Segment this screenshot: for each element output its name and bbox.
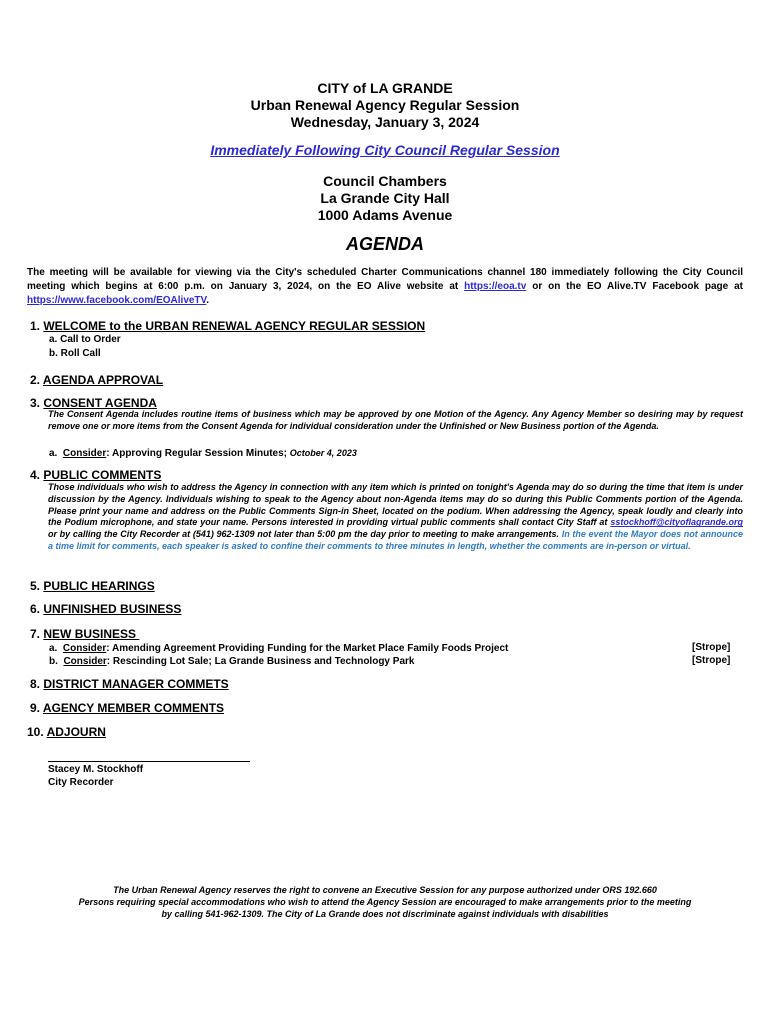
intro-text-1: The meeting will be available for viewing via the City's scheduled Charter Communications channel 180 immediately following the City Council meeting which begins at 6:00 p.m. on January 3, 2024, on the EO Alive website at — [27, 267, 743, 292]
consent-agenda-description: The Consent Agenda includes routine items of business which may be approved by one Motion of the Agency. Any Agency Member so desiring may by request remove one or more items from the Consent Agenda for individual consideration under the Unfinished or New Business portion of the Agenda. — [48, 409, 743, 431]
session-name: Urban Renewal Agency Regular Session — [250, 97, 520, 113]
section-consent-agenda — [30, 396, 157, 410]
section-number: 5. — [30, 579, 41, 593]
section-number: 4. — [30, 468, 41, 482]
agenda-title: AGENDA — [345, 234, 424, 254]
section-public-hearings — [30, 579, 155, 593]
recorder-email-link[interactable]: sstockhoff@cityoflagrande.org — [610, 517, 743, 528]
consider-label: Consider — [63, 656, 107, 667]
section-title: AGENCY MEMBER COMMENTS — [42, 701, 225, 715]
minutes-date: October 4, 2023 — [289, 448, 357, 458]
intro-text-3: . — [206, 295, 210, 306]
item-text: : Approving Regular Session Minutes; — [106, 448, 290, 459]
section-title: UNFINISHED BUSINESS — [43, 602, 182, 616]
footer-line-2: Persons requiring special accommodations who wish to attend the Agency Session are encouraged to make arrangements prior to the meeting — [78, 897, 692, 907]
location-address: 1000 Adams Avenue — [317, 207, 453, 223]
section-number: 3. — [30, 396, 41, 410]
section-title: ADJOURN — [46, 725, 106, 739]
footer-line-1: The Urban Renewal Agency reserves the right to convene an Executive Session for any purpose authorized under ORS 192.660 — [113, 885, 657, 895]
section-unfinished-business — [30, 602, 181, 616]
section-number: 9. — [30, 701, 41, 715]
item-call-to-order: a. Call to Order — [49, 334, 121, 345]
eoa-link[interactable]: https://eoa.tv — [464, 281, 527, 292]
footer-notice — [0, 884, 770, 920]
section-number: 7. — [30, 627, 41, 641]
section-agenda-approval — [30, 373, 163, 387]
public-comments-text-2: or by calling the City Recorder at (541) 962-1309 not later than 5:00 pm the day prior to meeting to make arrangements. — [48, 529, 562, 540]
meeting-date: Wednesday, January 3, 2024 — [290, 114, 480, 130]
section-title: AGENDA APPROVAL — [42, 373, 164, 387]
location-hall: La Grande City Hall — [320, 190, 450, 206]
section-welcome — [30, 319, 425, 333]
city-name: CITY of LA GRANDE — [317, 80, 453, 96]
intro-paragraph — [27, 266, 743, 308]
presenter-strope-a: [Strope] — [692, 642, 731, 653]
section-title: WELCOME to the URBAN RENEWAL AGENCY REGULAR SESSION — [43, 319, 426, 333]
time-limit-note: In the event the Mayor does not announce a time limit for comments, each speaker is asked to confine their comments to three minutes in length, whether the comments are in-person or virtual. — [48, 529, 743, 551]
item-text: : Amending Agreement Providing Funding for the Market Place Family Foods Project — [106, 643, 509, 654]
section-number: 2. — [30, 373, 41, 387]
location-block — [0, 173, 770, 224]
header-block — [0, 80, 770, 131]
intro-text-2: or on the EO Alive.TV Facebook page at — [526, 281, 743, 292]
footer-line-3: by calling 541-962-1309. The City of La Grande does not discriminate against individuals with disabilities — [161, 909, 609, 919]
following-note: Immediately Following City Council Regular Session — [210, 142, 560, 158]
section-number: 1. — [30, 319, 41, 333]
section-number: 8. — [30, 677, 41, 691]
section-adjourn — [27, 725, 106, 739]
section-number: 6. — [30, 602, 41, 616]
item-text: : Rescinding Lot Sale; La Grande Business and Technology Park — [106, 656, 415, 667]
section-district-manager — [30, 677, 229, 691]
facebook-link[interactable]: https://www.facebook.com/EOAliveTV — [27, 295, 207, 306]
location-chambers: Council Chambers — [323, 173, 447, 189]
item-letter: a. — [49, 643, 58, 654]
public-comments-description — [48, 482, 743, 553]
section-number: 10. — [27, 725, 44, 739]
item-rescind-lot-sale — [49, 655, 414, 668]
item-letter: b. — [49, 656, 58, 667]
section-public-comments — [30, 468, 161, 482]
public-comments-text-1: Those individuals who wish to address the Agency in connection with any item which is printed on tonight's Agenda may do so during the time that item is under discussion by the Agency. Individuals wishing to speak to the Agency about non-Agenda items may do so during this Public Comments portion of the Agenda. Please print your name and address on the Public Comments Sign-in Sheet, located on the podium. When addressing the Agency, speak loudly and clearly into the Podium microphone, and state your name. Persons interested in providing virtual public comments shall contact City Staff at — [48, 482, 743, 528]
signer-role: City Recorder — [48, 777, 114, 788]
item-roll-call: b. Roll Call — [49, 348, 101, 359]
section-title: PUBLIC HEARINGS — [43, 579, 155, 593]
item-approve-minutes — [49, 447, 357, 460]
section-agency-member-comments — [30, 701, 224, 715]
signer-name: Stacey M. Stockhoff — [48, 764, 144, 775]
section-title: CONSENT AGENDA — [43, 396, 157, 410]
signature-line — [48, 761, 250, 762]
consider-label: Consider — [62, 643, 107, 654]
consider-label: Consider — [62, 448, 107, 459]
section-title: DISTRICT MANAGER COMMETS — [43, 677, 229, 691]
item-market-place-funding — [49, 642, 508, 655]
presenter-strope-b: [Strope] — [692, 655, 731, 666]
item-letter: a. — [49, 448, 58, 459]
section-title: PUBLIC COMMENTS — [43, 468, 162, 482]
section-title: NEW BUSINESS — [43, 627, 140, 641]
section-new-business — [30, 627, 139, 641]
